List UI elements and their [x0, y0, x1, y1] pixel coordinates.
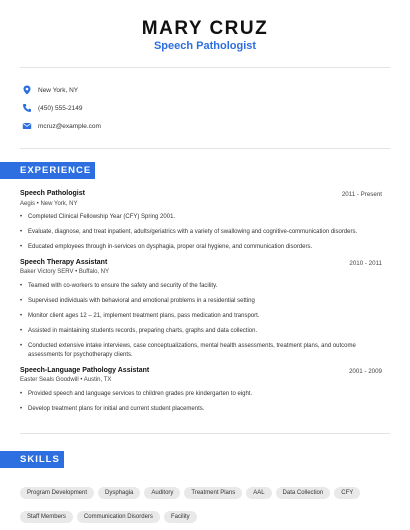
- divider: [20, 148, 390, 149]
- job-employer: Aegis • New York, NY: [20, 201, 78, 207]
- skill-chip: Facility: [164, 511, 197, 523]
- skill-chip: Auditory: [144, 487, 180, 499]
- divider: [20, 67, 390, 68]
- job-title: Speech Therapy Assistant: [20, 259, 108, 266]
- list-item: • Teamed with co-workers to ensure the safety and security of the facility.: [20, 283, 218, 289]
- skills-list: [20, 481, 390, 529]
- list-item: • Assisted in maintaining students records, preparing charts, graphs and data collection.: [20, 328, 258, 334]
- resume-title: Speech Pathologist: [153, 40, 257, 52]
- skill-chip: Treatment Plans: [184, 487, 242, 499]
- list-item: • Provided speech and language services to children grades pre kindergarten to eight.: [20, 391, 253, 397]
- skill-chip: Data Collection: [276, 487, 331, 499]
- job-dates: 2011 - Present: [341, 191, 382, 198]
- resume-name: MARY CRUZ: [141, 18, 269, 39]
- contact-email-text: mcruz@example.com: [38, 123, 101, 130]
- list-item: • Evaluate, diagnose, and treat inpatient, adults/geriatrics with a variety of swallowing and cognitive-communication disorders.: [20, 229, 358, 235]
- location-pin-icon: [22, 85, 32, 95]
- job-title: Speech-Language Pathology Assistant: [20, 367, 150, 374]
- section-heading-experience: EXPERIENCE: [0, 162, 95, 179]
- job-employer: Easter Seals Goodwill • Austin, TX: [20, 377, 112, 383]
- skill-chip: Program Development: [20, 487, 94, 499]
- divider: [20, 433, 390, 434]
- list-item: • Develop treatment plans for initial and current student placements.: [20, 406, 205, 412]
- skill-chip: Communication Disorders: [77, 511, 160, 523]
- list-item: • Educated employees through in-services on dysphagia, proper oral hygiene, and communication disorders.: [20, 244, 313, 250]
- job-dates: 2001 - 2009: [348, 368, 382, 375]
- contact-phone-text: (450) 555-2149: [38, 105, 83, 112]
- skill-chip: AAL: [246, 487, 271, 499]
- skill-chip: CFY: [334, 487, 360, 499]
- skill-chip: Staff Members: [20, 511, 73, 523]
- phone-icon: [22, 103, 32, 113]
- job-employer: Baker Victory SERV • Buffalo, NY: [20, 269, 110, 275]
- list-item: • Conducted extensive intake interviews, case conceptualizations, mental health assessments, treatment plans, and outcome assessments for psychotherapy clients.: [20, 343, 356, 358]
- list-item: • Completed Clinical Fellowship Year (CFY) Spring 2001.: [20, 214, 176, 220]
- job-dates: 2010 - 2011: [349, 260, 382, 267]
- skill-chip: Dysphagia: [98, 487, 140, 499]
- email-icon: [22, 121, 32, 131]
- job-title: Speech Pathologist: [20, 190, 85, 197]
- list-item: • Monitor client ages 12 – 21, implement treatment plans, pass medication and transport.: [20, 313, 260, 319]
- list-item: • Supervised individuals with behavioral and emotional problems in a residential setting: [20, 298, 255, 304]
- contact-location-text: New York, NY: [38, 87, 79, 94]
- section-heading-skills: SKILLS: [0, 451, 64, 468]
